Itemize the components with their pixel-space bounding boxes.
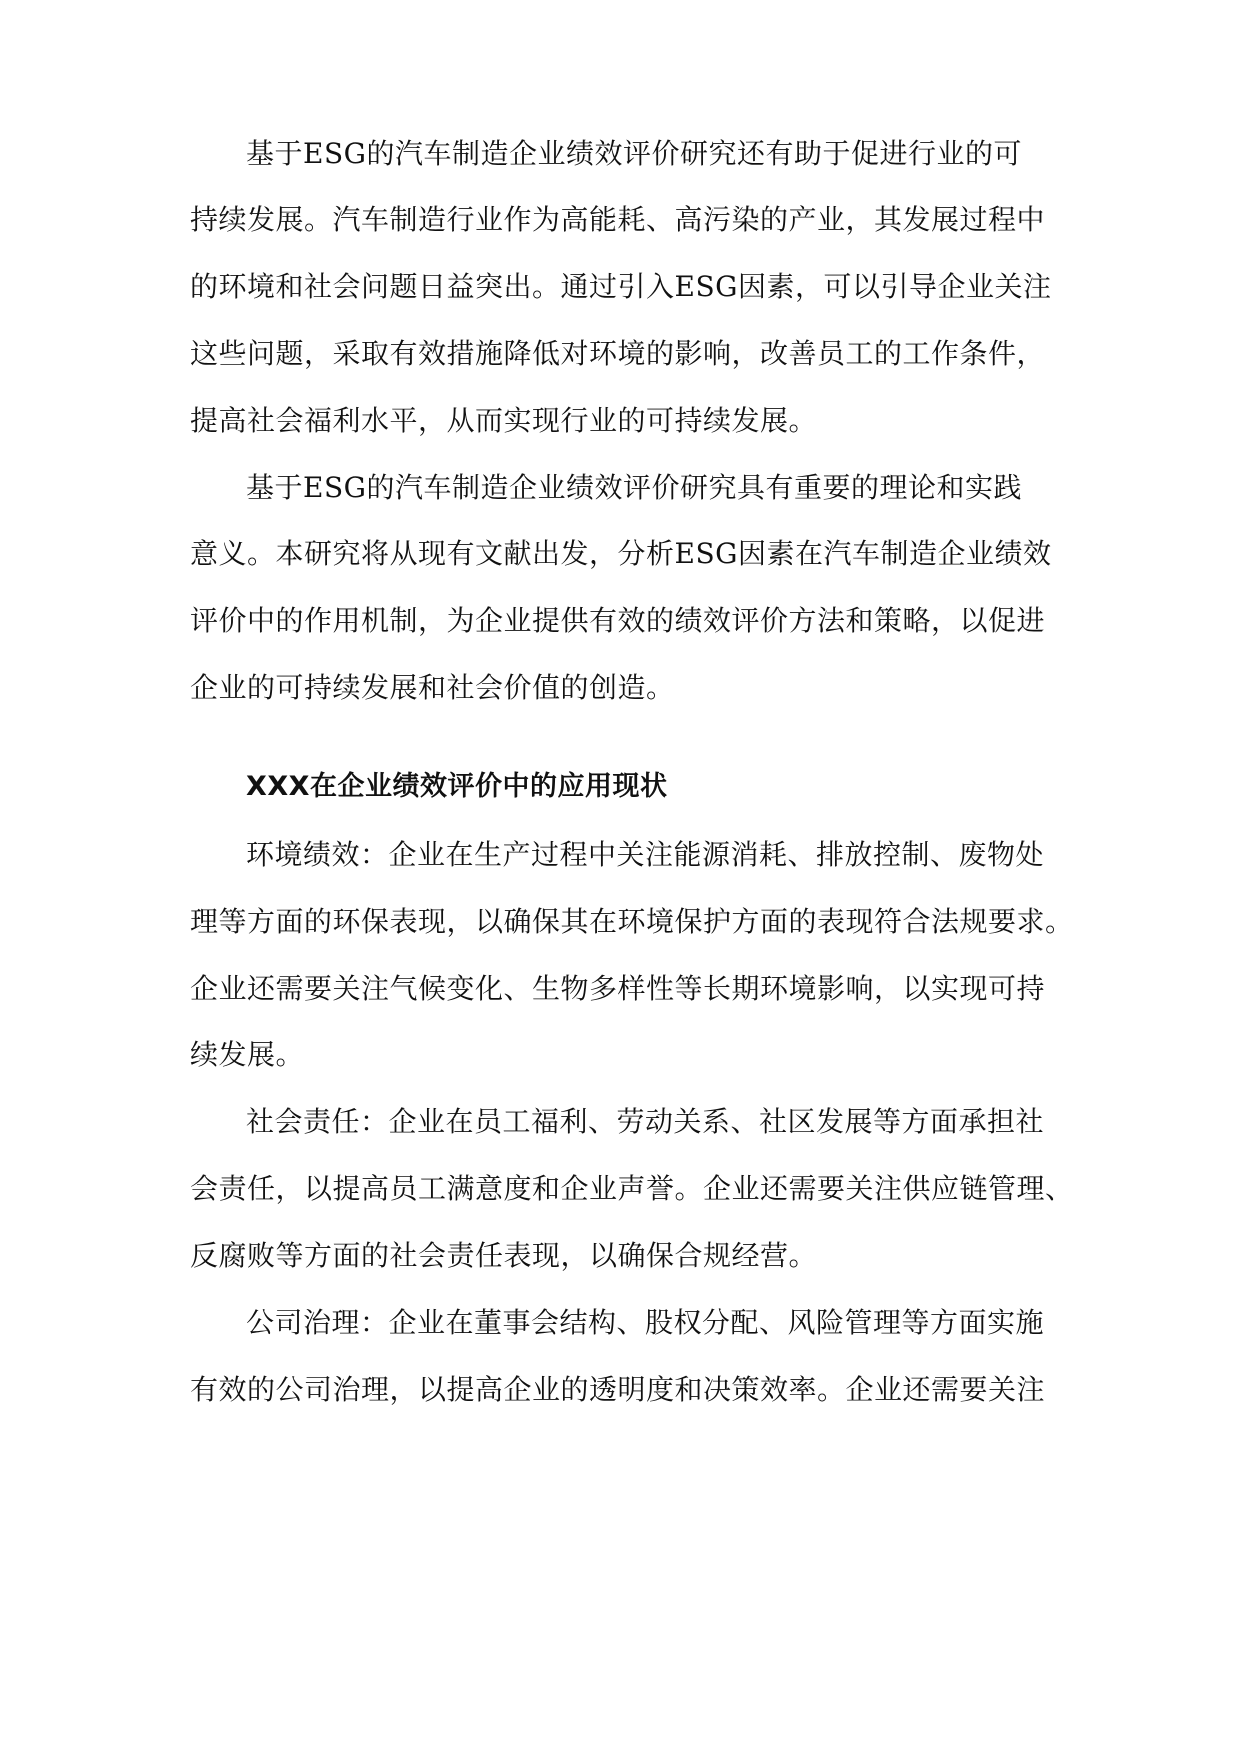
paragraph-1-line-1: 基于ESG的汽车制造企业绩效评价研究还有助于促进行业的可 <box>246 137 1022 170</box>
paragraph-2-line-3: 评价中的作用机制，为企业提供有效的绩效评价方法和策略，以促进 <box>190 604 1046 637</box>
section-paragraph-2-line-2: 会责任，以提高员工满意度和企业声誉。企业还需要关注供应链管理、 <box>190 1172 1074 1205</box>
paragraph-1-line-3: 的环境和社会问题日益突出。通过引入ESG因素，可以引导企业关注 <box>190 270 1052 303</box>
section-paragraph-1-line-1: 环境绩效：企业在生产过程中关注能源消耗、排放控制、废物处 <box>246 838 1045 871</box>
paragraph-1-line-2: 持续发展。汽车制造行业作为高能耗、高污染的产业，其发展过程中 <box>190 203 1046 236</box>
paragraph-1-line-5: 提高社会福利水平，从而实现行业的可持续发展。 <box>190 404 818 437</box>
paragraph-2-line-4: 企业的可持续发展和社会价值的创造。 <box>190 671 675 704</box>
section-paragraph-1-line-3: 企业还需要关注气候变化、生物多样性等长期环境影响，以实现可持 <box>190 972 1046 1005</box>
section-paragraph-1-line-4: 续发展。 <box>190 1038 305 1071</box>
section-paragraph-1-line-2: 理等方面的环保表现，以确保其在环境保护方面的表现符合法规要求。 <box>190 905 1074 938</box>
section-paragraph-3-line-2: 有效的公司治理，以提高企业的透明度和决策效率。企业还需要关注 <box>190 1373 1046 1406</box>
section-paragraph-2-line-1: 社会责任：企业在员工福利、劳动关系、社区发展等方面承担社 <box>246 1105 1045 1138</box>
section-paragraph-2-line-3: 反腐败等方面的社会责任表现，以确保合规经营。 <box>190 1239 818 1272</box>
paragraph-2-line-2: 意义。本研究将从现有文献出发，分析ESG因素在汽车制造企业绩效 <box>190 537 1052 570</box>
paragraph-1-line-4: 这些问题，采取有效措施降低对环境的影响，改善员工的工作条件， <box>190 337 1046 370</box>
section-heading: XXX在企业绩效评价中的应用现状 <box>246 771 668 802</box>
section-paragraph-3-line-1: 公司治理：企业在董事会结构、股权分配、风险管理等方面实施 <box>246 1306 1045 1339</box>
paragraph-2-line-1: 基于ESG的汽车制造企业绩效评价研究具有重要的理论和实践 <box>246 471 1022 504</box>
